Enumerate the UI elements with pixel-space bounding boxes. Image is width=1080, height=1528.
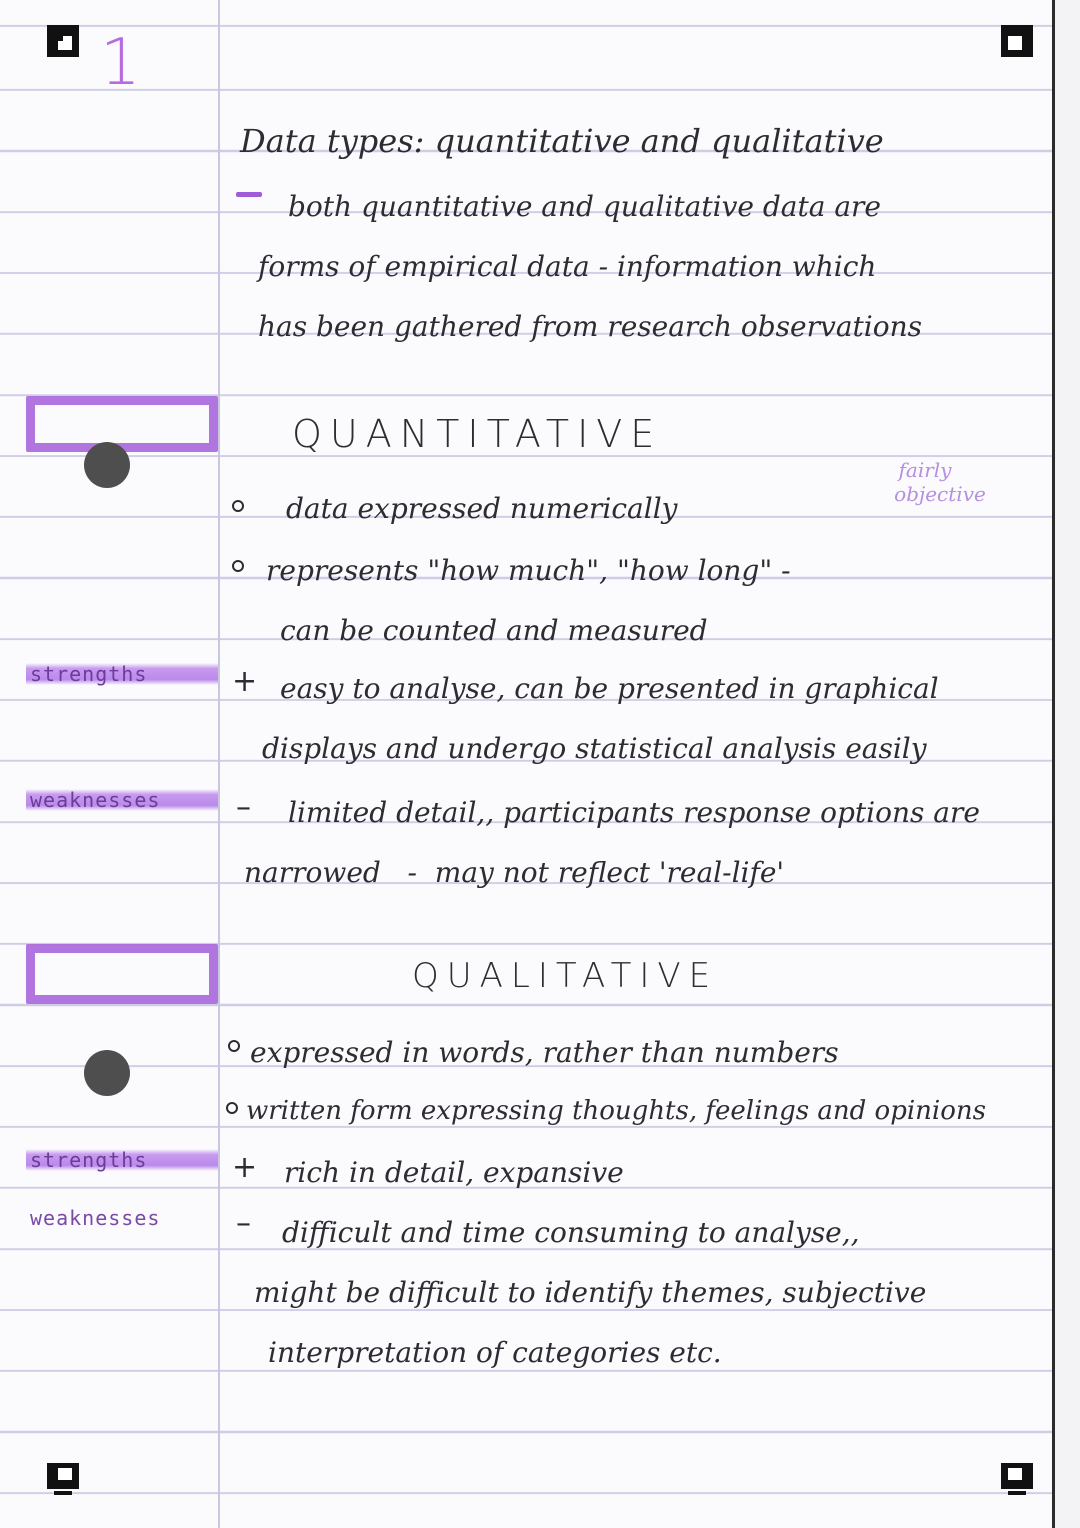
page-number: 1 xyxy=(100,26,141,100)
minus-symbol: – xyxy=(236,790,251,825)
qualitative-highlight-box xyxy=(26,944,218,1004)
quantitative-heading: QUANTITATIVE xyxy=(292,412,663,456)
quantitative-highlight-box xyxy=(26,396,218,452)
plus-symbol: + xyxy=(232,664,258,699)
qualitative-weaknesses-label: weaknesses xyxy=(30,1206,161,1230)
qualitative-point-1: expressed in words, rather than numbers xyxy=(250,1036,839,1069)
qualitative-strengths-label: strengths xyxy=(26,1149,218,1171)
margin-line xyxy=(218,0,220,1528)
intro-line-1: both quantitative and qualitative data are xyxy=(288,190,881,223)
qualitative-dot xyxy=(84,1050,130,1096)
quantitative-point-1: data expressed numerically xyxy=(286,492,678,525)
qualitative-heading: QUALITATIVE xyxy=(412,956,719,996)
page-edge-strip xyxy=(1055,0,1080,1528)
intro-line-2: forms of empirical data - information which xyxy=(258,250,877,283)
quantitative-strength-2: displays and undergo statistical analysis easily xyxy=(262,732,927,765)
quantitative-dot xyxy=(84,442,130,488)
intro-line-3: has been gathered from research observations xyxy=(258,310,922,343)
plus-symbol: + xyxy=(232,1150,258,1185)
quantitative-strengths-label: strengths xyxy=(26,663,218,685)
quantitative-weakness-2: narrowed - may not reflect 'real-life' xyxy=(244,856,785,889)
quantitative-strength-1: easy to analyse, can be presented in graphical xyxy=(280,672,939,705)
qualitative-weakness-1: difficult and time consuming to analyse,, xyxy=(282,1216,860,1249)
bullet-circle xyxy=(232,560,244,572)
scan-marker-top-right-icon xyxy=(1000,24,1034,58)
intro-dash xyxy=(236,192,262,197)
scan-marker-bottom-left-icon xyxy=(46,1462,80,1496)
page-title: Data types: quantitative and qualitative xyxy=(240,122,884,160)
side-note-line-1: fairly xyxy=(898,458,952,482)
quantitative-weakness-1: limited detail,, participants response options are xyxy=(288,796,980,829)
bullet-circle xyxy=(232,500,244,512)
bullet-circle xyxy=(226,1102,238,1114)
scan-marker-top-left-icon xyxy=(46,24,80,58)
qualitative-weakness-3: interpretation of categories etc. xyxy=(268,1336,722,1369)
side-note-line-2: objective xyxy=(894,482,986,506)
qualitative-strength-1: rich in detail, expansive xyxy=(284,1156,624,1189)
minus-symbol: – xyxy=(236,1206,251,1241)
quantitative-point-3: can be counted and measured xyxy=(280,614,708,647)
side-note xyxy=(850,458,1000,506)
bullet-circle xyxy=(228,1040,240,1052)
qualitative-point-2: written form expressing thoughts, feelings and opinions xyxy=(246,1096,986,1126)
scan-marker-bottom-right-icon xyxy=(1000,1462,1034,1496)
quantitative-point-2: represents "how much", "how long" - xyxy=(266,554,791,587)
quantitative-weaknesses-label: weaknesses xyxy=(26,789,218,811)
qualitative-weakness-2: might be difficult to identify themes, subjective xyxy=(254,1276,927,1309)
